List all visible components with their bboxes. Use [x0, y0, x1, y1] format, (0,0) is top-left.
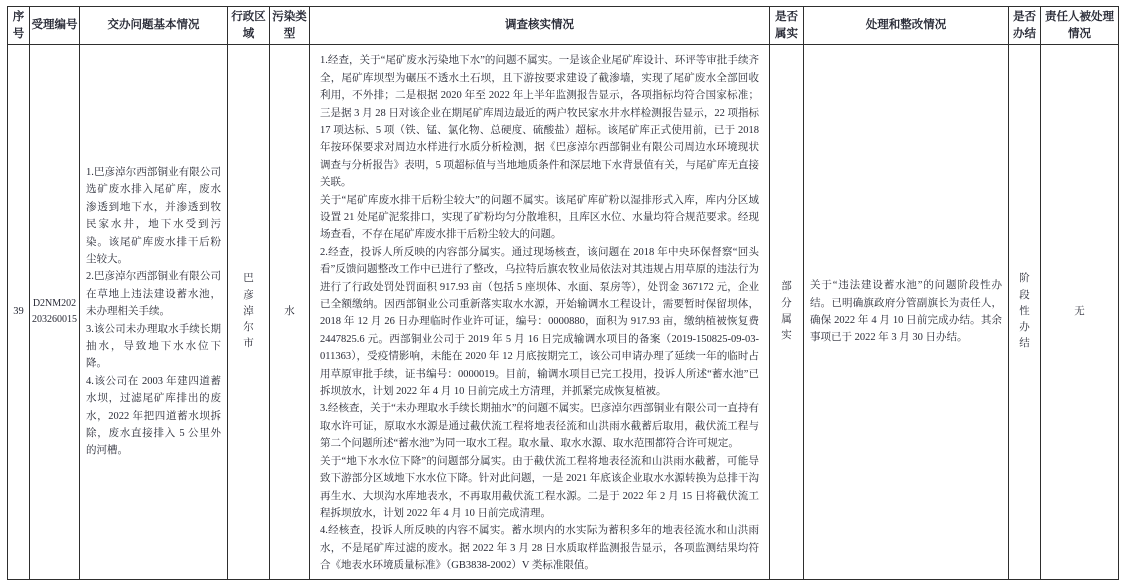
cell-case-number — [30, 45, 80, 579]
pollution-type-text: 水 — [284, 306, 295, 318]
header-region: 行政区域 — [228, 7, 270, 45]
header-is-true: 是否属实 — [770, 7, 804, 45]
header-handling: 处理和整改情况 — [804, 7, 1009, 45]
serial-number: 39 — [13, 306, 24, 318]
complaint-table-wrapper — [7, 6, 1118, 572]
header-investigation: 调查核实情况 — [310, 7, 770, 45]
complaint-table — [7, 6, 1119, 580]
header-is-concluded: 是否办结 — [1009, 7, 1041, 45]
handling-text: 关于“违法建设蓄水池”的问题阶段性办结。已明确旗政府分管副旗长为责任人，确保 2022 年 4 月 10 日前完成办结。其余事项已于 2022 年 3 月 30 日办结。 — [810, 280, 1002, 344]
investigation-text: 1.经查，关于“尾矿废水污染地下水”的问题不属实。一是该企业尾矿库设计、环评等审批手续齐全，尾矿库坝型为碾压不透水土石坝，且下游按要求建设了截渗墙，实现了尾矿废水全部回收利用，不外排；二是根据 2020 年至 2022 年上半年监测报告显示，各项指标均符合国家标准；三是据 3 月 28 日对该企业在期尾矿库周边最近的两户牧民家水井水样检测报告显示，22 项指标 17 项达标、5 项（铁、锰、氯化物、总硬度、硫酸盐）超标。该尾矿库正式使用前，已于 2018 年按环保要求对周边水样进行水质分析检测，据《巴彦淖尔西部铜业有限公司周边水环境现状调查与分析报告》表明，5 项超标值与当地地质条件和深层地下水背景值有关，与尾矿库无直接关联。 关于“尾矿库废水排干后粉尘较大”的问题不属实。该尾矿库矿粉以湿排形式入库，库内分区域设置 21 处尾矿泥浆排口，实现了矿粉均匀分散堆积，且库区水位、水量均符合规范要求。经现场查看，不存在尾矿库废水排干后粉尘较大的问题。 2.经查，投诉人所反映的内容部分属实。通过现场核查，该问题在 2018 年中央环保督察“回头看”反馈问题整改工作中已进行了整改，乌拉特后旗农牧业局依法对其违规占用草原的违法行为进行了行政处罚处罚面积 917.93 亩（包括 5 座坝体、水面、泵房等），处罚金 367172 元，企业已全额缴纳。因西部铜业公司重新落实取水水源，开始输调水工程设计，需要暂时保留坝体，2018 年 12 月 26 日办理临时作业许可证，编号：0000880，面积为 917.93 亩，缴纳植被恢复费 2447825.6 元。西部铜业公司于 2019 年 5 月 16 日完成输调水项目的备案（2019-150825-09-03-011363），受疫情影响，未能在 2020 年 12 月底按期完工，该公司申请办理了延续一年的临时占用草原审批手续，证书编号：0000019。目前，输调水项目已完工投用，投诉人所述“蓄水池”已拆坝放水，计划 2022 年 4 月 10 日前完成土方清理，并抓紧完成恢复植被。 3.经核查，关于“未办理取水手续长期抽水”的问题不属实。巴彦淖尔西部铜业有限公司一直持有取水许可证，原取水水源是通过截伏流工程将地表径流和山洪雨水截蓄后取用，截伏流工程与第二个问题所述“蓄水池”为同一取水工程。取水量、取水水源、取水范围都符合许可规定。 关于“地下水水位下降”的问题部分属实。由于截伏流工程将地表径流和山洪雨水截蓄，可能导致下游部分区域地下水水位下降。针对此问题，一是 2021 年底该企业取水水源转换为总排干沟再生水、大坝沟水库地表水，不再取用截伏流工程水源。二是于 2022 年 2 月 15 日将截伏流工程拆坝放水，计划 2022 年 4 月 10 日前完成清理。 4.经核查，投诉人所反映的内容不属实。蓄水坝内的水实际为蓄积多年的地表径流水和山洪雨水，不是尾矿库过滤的废水。据 2022 年 3 月 28 日水质取样监测报告显示，各项监测结果均符合《地表水环境质量标准》（GB3838-2002）V 类标准限值。 — [320, 55, 759, 572]
cell-handling — [804, 45, 1009, 579]
region-text: 巴彦淖尔市 — [243, 273, 254, 350]
header-case-number: 受理编号 — [30, 7, 80, 45]
is-concluded-text: 阶段性办结 — [1019, 273, 1030, 350]
table-row — [8, 45, 1119, 579]
header-serial: 序号 — [8, 7, 30, 45]
table-header-row — [8, 7, 1119, 45]
cell-investigation — [310, 45, 770, 579]
cell-pollution-type — [270, 45, 310, 579]
case-number: D2NM202203260015 — [32, 297, 77, 325]
header-problem: 交办问题基本情况 — [80, 7, 228, 45]
header-pollution-type: 污染类型 — [270, 7, 310, 45]
responsible-text: 无 — [1074, 306, 1085, 318]
is-true-text: 部分属实 — [781, 281, 792, 342]
cell-region — [228, 45, 270, 579]
cell-problem — [80, 45, 228, 579]
cell-serial — [8, 45, 30, 579]
cell-responsible — [1041, 45, 1119, 579]
problem-text: 1.巴彦淖尔西部铜业有限公司选矿废水排入尾矿库，废水渗透到地下水，并渗透到牧民家水井，地下水受到污染。该尾矿库废水排干后粉尘较大。 2.巴彦淖尔西部铜业有限公司在草地上违法建设蓄水池，未办理相关手续。 3.该公司未办理取水手续长期抽水，导致地下水水位下降。 4.该公司在 2003 年建四道蓄水坝，过滤尾矿库排出的废水，2022 年把四道蓄水坝拆除，废水直接排入 5 公里外的河槽。 — [86, 166, 221, 457]
cell-is-concluded — [1009, 45, 1041, 579]
header-responsible: 责任人被处理情况 — [1041, 7, 1119, 45]
cell-is-true — [770, 45, 804, 579]
